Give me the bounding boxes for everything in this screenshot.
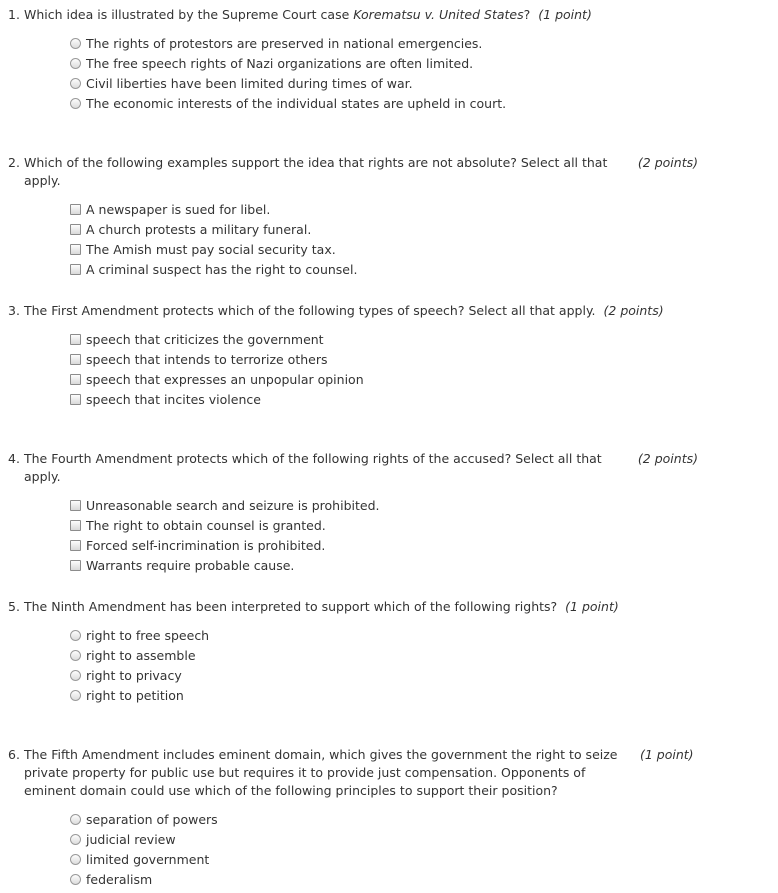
option-label: Warrants require probable cause. [86,557,295,573]
radio-button[interactable] [70,98,81,109]
checkbox[interactable] [70,560,81,571]
option-checkbox[interactable] [70,555,698,575]
question-5 [8,598,698,705]
answer-options [70,33,698,113]
question-points: (1 point) [538,7,592,22]
checkbox[interactable] [70,224,81,235]
radio-button[interactable] [70,630,81,641]
option-label: speech that intends to terrorize others [86,351,328,367]
option-label: right to privacy [86,667,182,683]
answer-options [70,625,698,705]
question-number: 5. [8,599,20,614]
option-radio[interactable] [70,809,698,829]
option-radio[interactable] [70,53,698,73]
checkbox[interactable] [70,354,81,365]
option-label: right to petition [86,687,184,703]
option-label: speech that expresses an unpopular opinion [86,371,364,387]
option-radio[interactable] [70,625,698,645]
option-label: right to assemble [86,647,196,663]
question-header [8,450,698,486]
question-text: The Fourth Amendment protects which of the following rights of the accused? Select all that apply. [24,451,602,484]
option-checkbox[interactable] [70,389,698,409]
radio-button[interactable] [70,650,81,661]
question-text: Which idea is illustrated by the Supreme Court case Korematsu v. United States? [24,7,531,22]
question-header [8,6,698,24]
option-label: federalism [86,871,153,887]
radio-button[interactable] [70,874,81,885]
option-checkbox[interactable] [70,199,698,219]
radio-button[interactable] [70,58,81,69]
option-checkbox[interactable] [70,239,698,259]
question-text: The Fifth Amendment includes eminent domain, which gives the government the right to seize private property for public use but requires it to provide just compensation. Opponents of eminent domain could use which of the following principles to support their position? [24,747,618,798]
checkbox[interactable] [70,394,81,405]
answer-options [70,199,698,279]
question-3 [8,302,698,409]
option-radio[interactable] [70,849,698,869]
checkbox[interactable] [70,204,81,215]
radio-button[interactable] [70,690,81,701]
checkbox[interactable] [70,374,81,385]
question-points: (1 point) [565,599,619,614]
checkbox[interactable] [70,264,81,275]
question-points: (1 point) [640,747,694,762]
option-checkbox[interactable] [70,495,698,515]
question-points: (2 points) [637,451,698,466]
question-header [8,154,698,190]
question-1 [8,6,698,113]
radio-button[interactable] [70,38,81,49]
option-label: speech that criticizes the government [86,331,324,347]
answer-options [70,495,698,575]
case-name: Korematsu v. United States [353,7,524,22]
radio-button[interactable] [70,814,81,825]
option-label: The free speech rights of Nazi organizations are often limited. [86,55,474,71]
option-label: speech that incites violence [86,391,261,407]
question-text: Which of the following examples support the idea that rights are not absolute? Select all that apply. [24,155,608,188]
option-checkbox[interactable] [70,535,698,555]
option-checkbox[interactable] [70,259,698,279]
question-header [8,746,698,800]
option-radio[interactable] [70,33,698,53]
question-number: 1. [8,7,20,22]
option-label: A criminal suspect has the right to counsel. [86,261,358,277]
question-text: The First Amendment protects which of the following types of speech? Select all that apply. [24,303,596,318]
option-checkbox[interactable] [70,219,698,239]
option-radio[interactable] [70,645,698,665]
question-text: The Ninth Amendment has been interpreted to support which of the following rights? [24,599,558,614]
answer-options [70,809,698,889]
radio-button[interactable] [70,78,81,89]
option-radio[interactable] [70,665,698,685]
option-label: Forced self-incrimination is prohibited. [86,537,326,553]
option-radio[interactable] [70,869,698,889]
option-label: right to free speech [86,627,210,643]
option-label: Civil liberties have been limited during times of war. [86,75,413,91]
radio-button[interactable] [70,834,81,845]
question-6 [8,746,698,889]
option-checkbox[interactable] [70,515,698,535]
radio-button[interactable] [70,854,81,865]
answer-options [70,329,698,409]
option-radio[interactable] [70,829,698,849]
option-label: Unreasonable search and seizure is prohibited. [86,497,380,513]
option-checkbox[interactable] [70,369,698,389]
question-header [8,302,698,320]
question-number: 3. [8,303,20,318]
question-2 [8,154,698,279]
question-header [8,598,698,616]
option-radio[interactable] [70,93,698,113]
question-number: 4. [8,451,20,466]
question-number: 2. [8,155,20,170]
question-4 [8,450,698,575]
question-points: (2 points) [637,155,698,170]
option-label: The economic interests of the individual states are upheld in court. [86,95,507,111]
option-label: limited government [86,851,210,867]
checkbox[interactable] [70,334,81,345]
option-label: judicial review [86,831,176,847]
checkbox[interactable] [70,540,81,551]
option-checkbox[interactable] [70,349,698,369]
option-radio[interactable] [70,73,698,93]
checkbox[interactable] [70,244,81,255]
radio-button[interactable] [70,670,81,681]
question-points: (2 points) [603,303,664,318]
option-radio[interactable] [70,685,698,705]
option-label: The Amish must pay social security tax. [86,241,336,257]
option-label: The right to obtain counsel is granted. [86,517,326,533]
option-label: A newspaper is sued for libel. [86,201,271,217]
option-checkbox[interactable] [70,329,698,349]
option-label: The rights of protestors are preserved in national emergencies. [86,35,483,51]
question-number: 6. [8,747,20,762]
checkbox[interactable] [70,500,81,511]
option-label: A church protests a military funeral. [86,221,312,237]
checkbox[interactable] [70,520,81,531]
option-label: separation of powers [86,811,218,827]
